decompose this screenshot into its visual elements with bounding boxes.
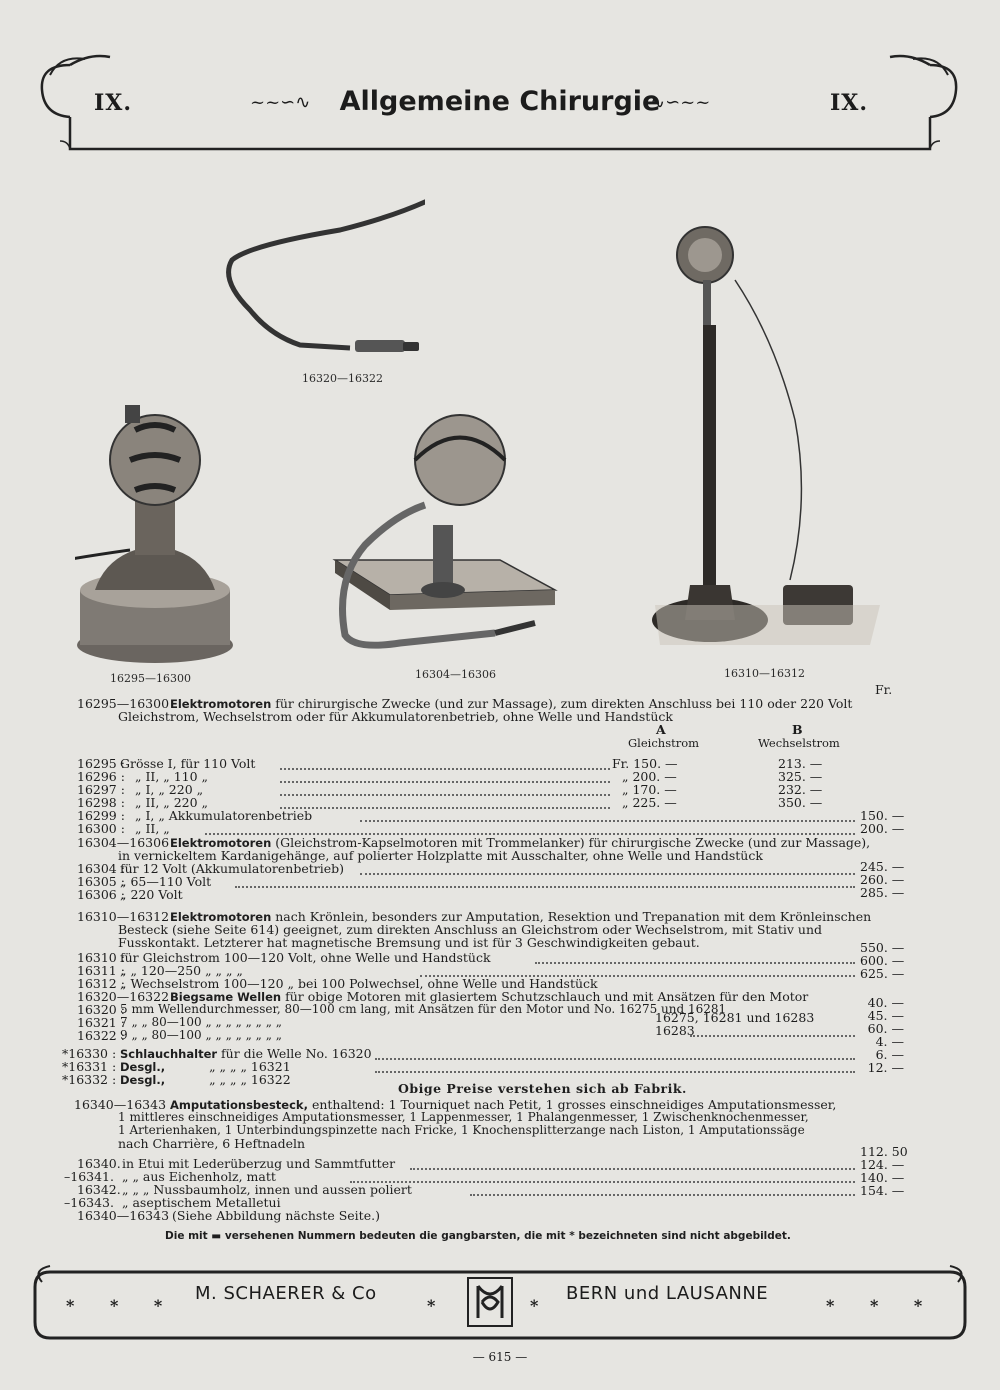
item-text: in Etui mit Lederüberzug und Sammtfutter	[122, 1156, 396, 1171]
leader-dots	[280, 784, 610, 796]
block-number: 16295—16300	[77, 696, 170, 711]
footer-stars-left: * * *	[66, 1296, 178, 1315]
item-text: „ II, „	[135, 821, 170, 836]
leader-dots	[360, 863, 855, 875]
block-text: Gleichstrom, Wechselstrom oder für Akkumulatorenbetrieb, ohne Welle und Handstück	[118, 709, 673, 724]
price-b: 232. —	[778, 782, 823, 797]
item-price: 12. —	[867, 1060, 904, 1075]
monogram-logo-icon	[460, 1272, 520, 1332]
column-a-label: Gleichstrom	[628, 736, 700, 750]
lamp-motor-illustration	[315, 405, 565, 660]
item-number: 16340.	[77, 1156, 121, 1171]
item-price: 550. —	[860, 940, 905, 955]
item-text: „ I, „ Akkumulatorenbetrieb	[135, 808, 313, 823]
legend-footnote: Die mit ▬ versehenen Nummern bedeuten die gangbarsten, die mit * bezeichneten sind nicht abgebildet.	[165, 1230, 791, 1242]
item-price: 45. —	[867, 1008, 904, 1023]
item-text: 9 „ „ 80—100 „ „ „ „ „ „ „ „	[120, 1028, 282, 1042]
price-column-header: Fr.	[875, 682, 893, 697]
leader-dots	[360, 810, 855, 822]
column-b-letter: B	[792, 722, 803, 737]
item-text: „ „ 120—250 „ „ „ „	[120, 963, 243, 978]
item-number: 16304 :	[77, 861, 125, 876]
item-number: 16296 :	[77, 769, 125, 784]
block-number: 16310—16312	[77, 909, 170, 924]
item-text: „ Wechselstrom 100—120 „ bei 100 Polwechsel, ohne Welle und Handstück	[120, 976, 598, 991]
item-text: für Gleichstrom 100—120 Volt, ohne Welle und Handstück	[120, 950, 491, 965]
leader-dots	[280, 797, 610, 809]
item-text: „ „ „ Nussbaumholz, innen und aussen poliert	[122, 1182, 412, 1197]
price-b: 213. —	[778, 756, 823, 771]
column-b-label: Wechselstrom	[758, 736, 840, 750]
item-number: –16341.	[64, 1169, 114, 1184]
item-number: 16321 :	[77, 1015, 125, 1030]
item-price: 140. —	[860, 1170, 905, 1185]
stand-motor-illustration	[645, 220, 890, 650]
item-number: 16311 :	[77, 963, 125, 978]
item-text: (Siehe Abbildung nächste Seite.)	[172, 1208, 380, 1223]
figure-caption-shaft: 16320—16322	[302, 372, 383, 385]
item-price: 40. —	[867, 995, 904, 1010]
item-text: 7 „ „ 80—100 „ „ „ „ „ „ „ „	[120, 1015, 282, 1029]
block-text: Fusskontakt. Letzterer hat magnetische Bremsung und ist für 3 Geschwindigkeiten gebaut.	[118, 935, 700, 950]
figure-caption-lamp-motor: 16304—16306	[415, 668, 496, 681]
item-text: „ II, „ 110 „	[135, 769, 209, 784]
block-heading: Amputationsbesteck,	[170, 1098, 308, 1112]
leader-dots	[375, 1061, 855, 1073]
item-price: 245. —	[860, 859, 905, 874]
leader-dots	[280, 771, 610, 783]
item-text: „ 65—110 Volt	[120, 874, 212, 889]
leader-dots	[375, 1048, 855, 1060]
item-text: „ „ aus Eichenholz, matt	[122, 1169, 276, 1184]
block-number: 16340—16343	[74, 1097, 167, 1112]
leader-dots	[205, 823, 855, 835]
title-swirl-right-icon: ∿∽~~	[650, 92, 711, 113]
item-number: 16342.	[77, 1182, 121, 1197]
item-number: 16305 :	[77, 874, 125, 889]
title-swirl-left-icon: ~~∽∿	[250, 92, 311, 113]
item-text: „ II, „ 220 „	[135, 795, 209, 810]
leader-dots	[280, 758, 610, 770]
block-number: 16320—16322	[77, 989, 170, 1004]
block-text: in vernickeltem Kardanigehänge, auf polierter Holzplatte mit Ausschalter, ohne Welle und Handstück	[118, 848, 763, 863]
item-number: 16322 :	[77, 1028, 125, 1043]
item-price: 150. —	[860, 808, 905, 823]
footer-stars-right: * * *	[826, 1296, 938, 1315]
price-a: „ 170. —	[622, 782, 677, 797]
item-number: *16331 :	[62, 1059, 117, 1074]
block-heading: Elektromotoren	[170, 697, 272, 711]
item-price: 6. —	[875, 1047, 904, 1062]
block-text: nach Krönlein, besonders zur Amputation, Resektion und Trepanation mit dem Krönleinschen	[275, 909, 872, 924]
item-price: 112. 50	[860, 1144, 908, 1159]
footer-company: M. SCHAERER & Co	[195, 1283, 377, 1304]
item-number: *16330 :	[62, 1046, 117, 1061]
item-price: 285. —	[860, 885, 905, 900]
round-motor-illustration	[75, 390, 240, 665]
figure-caption-stand-motor: 16310—16312	[724, 667, 805, 680]
block-text: 1 mittleres einschneidiges Amputationsmesser, 1 Lappenmesser, 1 Phalangenmesser, 1 Zwischenknochenmesser,	[118, 1110, 809, 1124]
item-number: 16306 :	[77, 887, 125, 902]
item-text: „ aseptischem Metalletui	[122, 1195, 281, 1210]
item-price: 600. —	[860, 953, 905, 968]
block-heading: Elektromotoren	[170, 836, 272, 850]
block-text: enthaltend: 1 Tourniquet nach Petit, 1 grosses einschneidiges Amputationsmesser,	[311, 1097, 837, 1112]
column-a-letter: A	[656, 722, 666, 737]
leader-dots	[410, 1158, 855, 1170]
footer-star-mid-icon: *	[427, 1296, 436, 1315]
footer-cities: BERN und LAUSANNE	[566, 1283, 769, 1304]
item-price: 124. —	[860, 1157, 905, 1172]
leader-dots	[350, 1171, 855, 1183]
item-price: 60. —	[867, 1021, 904, 1036]
item-price: 154. —	[860, 1183, 905, 1198]
item-price: 4. —	[875, 1034, 904, 1049]
figure-caption-round-motor: 16295—16300	[110, 672, 191, 685]
price-a: „ 225. —	[622, 795, 677, 810]
item-text: „ „ „ „ 16322	[209, 1072, 291, 1087]
leader-dots	[235, 876, 855, 888]
item-number: 16299 :	[77, 808, 125, 823]
block-heading: Biegsame Wellen	[170, 990, 282, 1004]
block-number: 16304—16306	[77, 835, 170, 850]
item-text: „ 220 Volt	[120, 887, 183, 902]
item-text: für die Welle No. 16320	[221, 1046, 372, 1061]
item-text: „ I, „ 220 „	[135, 782, 204, 797]
flexible-shaft-illustration	[225, 170, 425, 360]
price-a: Fr. 150. —	[612, 756, 678, 771]
price-b: 325. —	[778, 769, 823, 784]
price-a: „ 200. —	[622, 769, 677, 784]
item-number: 16310 :	[77, 950, 125, 965]
page-number: — 615 —	[472, 1350, 528, 1364]
item-text: für 12 Volt (Akkumulatorenbetrieb)	[120, 861, 345, 876]
item-number: 16295 :	[77, 756, 125, 771]
block-text: (Gleichstrom-Kapselmotoren mit Trommelanker) für chirurgische Zwecke (und zur Massage),	[275, 835, 871, 850]
item-number: 16340—16343	[77, 1208, 170, 1223]
item-number: 16298 :	[77, 795, 125, 810]
item-text-extra: 16275, 16281 und 16283	[655, 1010, 815, 1025]
item-heading: Desgl.,	[120, 1060, 166, 1074]
item-text-extra: 16283	[655, 1023, 695, 1038]
item-text: „ „ „ „ 16321	[209, 1059, 291, 1074]
chapter-number-right: IX.	[830, 90, 869, 116]
item-price: 260. —	[860, 872, 905, 887]
fabrik-note: Obige Preise verstehen sich ab Fabrik.	[398, 1081, 687, 1096]
page-title: Allgemeine Chirurgie	[339, 86, 661, 117]
item-text: 5 mm Wellendurchmesser, 80—100 cm lang, mit Ansätzen für den Motor und No. 16275 und 16281	[120, 1002, 727, 1016]
chapter-number-left: IX.	[94, 90, 133, 116]
item-number: 16320 :	[77, 1002, 125, 1017]
item-heading: Schlauchhalter	[120, 1047, 218, 1061]
block-text: 1 Arterienhaken, 1 Unterbindungspinzette nach Fricke, 1 Knochensplitterzange nach Liston, 1 Amputationssäge	[118, 1123, 805, 1137]
item-number: 16297 :	[77, 782, 125, 797]
leader-dots	[535, 952, 855, 964]
block-heading: Elektromotoren	[170, 910, 272, 924]
item-price: 625. —	[860, 966, 905, 981]
item-number: –16343.	[64, 1195, 114, 1210]
item-number: 16300 :	[77, 821, 125, 836]
block-text: Besteck (siehe Seite 614) geeignet, zum direkten Anschluss an Gleichstrom oder Wechselstrom, mit Stativ und	[118, 922, 823, 937]
item-number: *16332 :	[62, 1072, 117, 1087]
item-number: 16312 :	[77, 976, 125, 991]
price-b: 350. —	[778, 795, 823, 810]
leader-dots	[690, 1025, 855, 1037]
block-text: nach Charrière, 6 Heftnadeln	[118, 1136, 306, 1151]
item-heading: Desgl.,	[120, 1073, 166, 1087]
item-text: Grösse I, für 110 Volt	[120, 756, 256, 771]
block-text: für obige Motoren mit glasiertem Schutzschlauch und mit Ansätzen für den Motor	[285, 989, 809, 1004]
block-text: für chirurgische Zwecke (und zur Massage), zum direkten Anschluss bei 110 oder 220 Volt	[275, 696, 853, 711]
leader-dots	[470, 1184, 855, 1196]
footer-star-mid-icon: *	[530, 1296, 539, 1315]
item-price: 200. —	[860, 821, 905, 836]
